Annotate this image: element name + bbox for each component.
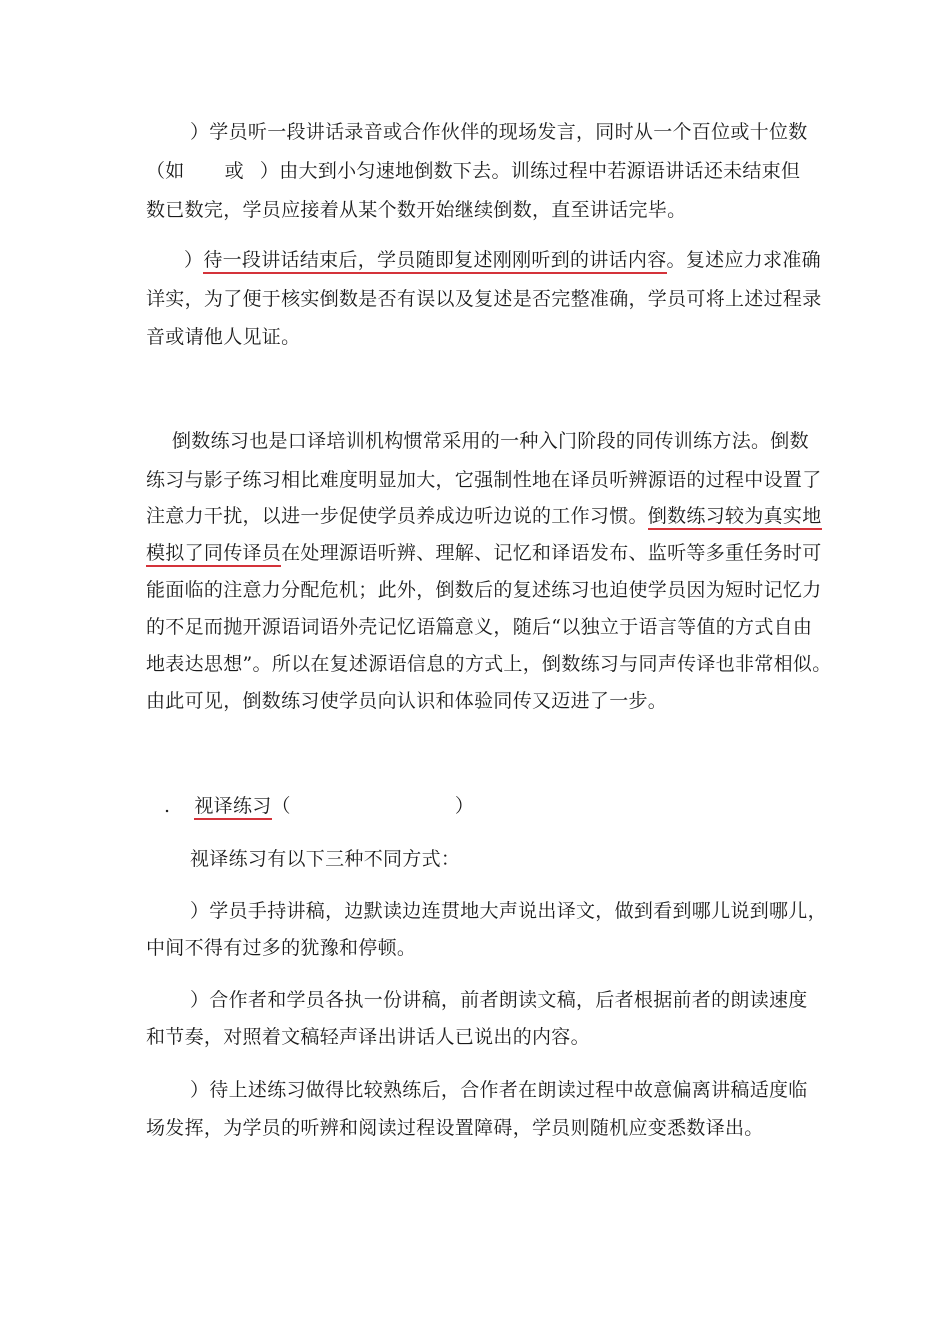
para6-line1: ）合作者和学员各执一份讲稿，前者朗读文稿，后者根据前者的朗读速度 xyxy=(190,989,808,1011)
para2-line3: 音或请他人见证。 xyxy=(146,326,301,348)
para1-line2-b: 或 xyxy=(224,160,244,182)
para7-line1: ）待上述练习做得比较熟练后，合作者在朗读过程中故意偏离讲稿适度临 xyxy=(190,1079,808,1101)
para2-line2: 详实，为了便于核实倒数是否有误以及复述是否完整准确，学员可将上述过程录 xyxy=(146,288,822,310)
para3-line4 xyxy=(146,540,822,566)
para1-line3: 数已数完，学员应接着从某个数开始继续倒数，直至讲话完毕。 xyxy=(146,199,687,221)
para3-underlined-text-1: 倒数练习较为真实地 xyxy=(648,505,822,530)
para2-underlined-text: 待一段讲话结束后，学员随即复述刚刚听到的讲话内容 xyxy=(203,249,666,274)
heading-open-paren: （ xyxy=(271,795,291,817)
para3-line7: 地表达思想”。所以在复述源语信息的方式上，倒数练习与同声传译也非常相似。 xyxy=(146,653,832,675)
heading-close-paren: ） xyxy=(454,795,475,817)
para1-line2-a: （如 xyxy=(146,160,185,182)
para3-line8: 由此可见，倒数练习使学员向认识和体验同传又迈进了一步。 xyxy=(146,690,668,712)
para1-line1: ）学员听一段讲话录音或合作伙伴的现场发言，同时从一个百位或十位数 xyxy=(190,121,808,143)
para2-line1-a: ） xyxy=(184,249,204,271)
para6-line2: 和节奏，对照着文稿轻声译出讲话人已说出的内容。 xyxy=(146,1026,590,1048)
para4-line1: 视译练习有以下三种不同方式： xyxy=(190,848,461,870)
para3-line5: 能面临的注意力分配危机；此外，倒数后的复述练习也迫使学员因为短时记忆力 xyxy=(146,579,822,601)
para2-line1 xyxy=(184,247,821,273)
para5-line1: ）学员手持讲稿，边默读边连贯地大声说出译文，做到看到哪儿说到哪儿， xyxy=(190,900,827,922)
para7-line2: 场发挥，为学员的听辨和阅读过程设置障碍，学员则随机应变悉数译出。 xyxy=(146,1117,764,1139)
para1-line2 xyxy=(146,158,800,184)
para3-line1: 倒数练习也是口译培训机构惯常采用的一种入门阶段的同传训练方法。倒数 xyxy=(172,430,809,452)
heading-title: 视译练习 xyxy=(194,795,271,820)
heading-number: . xyxy=(164,795,171,817)
para5-line2: 中间不得有过多的犹豫和停顿。 xyxy=(146,937,417,959)
para3-line4-b: 在处理源语听辨、理解、记忆和译语发布、监听等多重任务时可 xyxy=(281,542,822,564)
para3-underlined-text-2: 模拟了同传译员 xyxy=(146,542,281,567)
para2-line1-b: 。复述应力求准确 xyxy=(666,249,821,271)
section-heading xyxy=(164,793,474,819)
para3-line3-a: 注意力干扰，以进一步促使学员养成边听边说的工作习惯。 xyxy=(146,505,648,527)
para3-line6: 的不足而抛开源语词语外壳记忆语篇意义，随后“以独立于语言等值的方式自由 xyxy=(146,616,813,638)
para3-line3 xyxy=(146,503,822,529)
para3-line2: 练习与影子练习相比难度明显加大，它强制性地在译员听辨源语的过程中设置了 xyxy=(146,469,822,491)
para1-line2-c: ）由大到小匀速地倒数下去。训练过程中若源语讲话还未结束但 xyxy=(259,160,801,182)
